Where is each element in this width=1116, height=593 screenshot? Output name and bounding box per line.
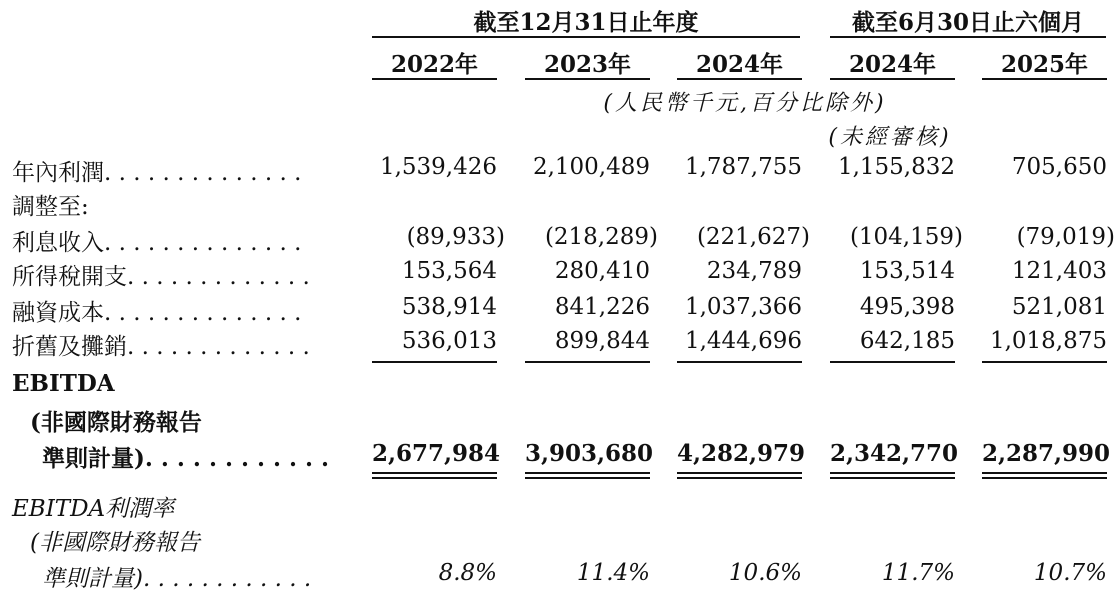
row-label-adjustments: 調整至: (12, 194, 89, 220)
total-double-rule (982, 477, 1107, 479)
subtotal-rule (677, 361, 802, 363)
cell-depr-2025-interim: 1,018,875 (989, 328, 1107, 354)
year-header-rule (525, 78, 650, 80)
cell-finance-2024-interim: 495,398 (859, 294, 955, 320)
total-double-rule (372, 472, 497, 474)
cell-finance-2023: 841,226 (554, 294, 650, 320)
row-label-interest-income: 利息收入. . . . . . . . . . . . . . (12, 230, 302, 256)
total-double-rule (982, 472, 1107, 474)
cell-interest-2024-interim: (104,159) (849, 224, 963, 250)
total-double-rule (677, 477, 802, 479)
header-group-interim: 截至6月30日止六個月 (851, 9, 1084, 36)
ebitda-label-line1: EBITDA (12, 370, 115, 397)
cell-profit-2024: 1,787,755 (684, 154, 802, 180)
cell-tax-2022: 153,564 (401, 258, 497, 284)
cell-finance-2022: 538,914 (401, 294, 497, 320)
cell-ebitda-2023: 3,903,680 (525, 440, 654, 467)
cell-ebitda-2024-interim: 2,342,770 (830, 440, 959, 467)
subtotal-rule (525, 361, 650, 363)
cell-profit-2022: 1,539,426 (379, 154, 497, 180)
margin-label-line3: 準則計量). . . . . . . . . . . . (42, 566, 312, 592)
total-double-rule (372, 477, 497, 479)
cell-tax-2024: 234,789 (706, 258, 802, 284)
total-double-rule (525, 472, 650, 474)
cell-tax-2023: 280,410 (554, 258, 650, 284)
header-group-interim-rule (830, 36, 1106, 38)
row-label-income-tax: 所得稅開支. . . . . . . . . . . . . (12, 264, 310, 290)
unaudited-note: (未經審核) (828, 125, 952, 150)
cell-depr-2024: 1,444,696 (684, 328, 802, 354)
cell-depr-2023: 899,844 (554, 328, 650, 354)
cell-ebitda-2025-interim: 2,287,990 (982, 440, 1111, 467)
cell-profit-2024-interim: 1,155,832 (837, 154, 955, 180)
header-group-annual-rule (372, 36, 800, 38)
ebitda-label-line3: 準則計量). . . . . . . . . . . . (42, 445, 330, 472)
row-label-finance-costs: 融資成本. . . . . . . . . . . . . . (12, 300, 302, 326)
unit-note: (人民幣千元,百分比除外) (603, 91, 887, 116)
total-double-rule (830, 477, 955, 479)
cell-margin-2024: 10.6% (728, 560, 802, 586)
header-group-annual: 截至12月31日止年度 (473, 9, 699, 36)
year-header-2023: 2023年 (543, 51, 631, 78)
cell-interest-2023: (218,289) (544, 224, 658, 250)
row-label-depreciation: 折舊及攤銷. . . . . . . . . . . . . (12, 334, 310, 360)
total-double-rule (830, 472, 955, 474)
cell-margin-2024-interim: 11.7% (881, 560, 955, 586)
cell-margin-2023: 11.4% (576, 560, 650, 586)
year-header-rule (982, 78, 1107, 80)
cell-depr-2024-interim: 642,185 (859, 328, 955, 354)
year-header-2022: 2022年 (390, 51, 478, 78)
cell-interest-2024: (221,627) (696, 224, 810, 250)
ebitda-label-line2: (非國際財務報告 (30, 409, 202, 436)
cell-interest-2025-interim: (79,019) (1016, 224, 1115, 250)
margin-label-line2: (非國際財務報告 (30, 530, 200, 556)
year-header-rule (830, 78, 955, 80)
total-double-rule (525, 477, 650, 479)
row-label-profit: 年內利潤. . . . . . . . . . . . . . (12, 160, 302, 186)
cell-ebitda-2024: 4,282,979 (677, 440, 806, 467)
subtotal-rule (982, 361, 1107, 363)
cell-ebitda-2022: 2,677,984 (372, 440, 501, 467)
year-header-rule (677, 78, 802, 80)
subtotal-rule (830, 361, 955, 363)
cell-tax-2024-interim: 153,514 (859, 258, 955, 284)
cell-finance-2024: 1,037,366 (684, 294, 802, 320)
cell-margin-2025-interim: 10.7% (1033, 560, 1107, 586)
total-double-rule (677, 472, 802, 474)
year-header-2024: 2024年 (695, 51, 783, 78)
cell-tax-2025-interim: 121,403 (1011, 258, 1107, 284)
year-header-2025-interim: 2025年 (1000, 51, 1088, 78)
cell-profit-2023: 2,100,489 (532, 154, 650, 180)
margin-label-line1: EBITDA利潤率 (12, 496, 175, 522)
subtotal-rule (372, 361, 497, 363)
cell-margin-2022: 8.8% (438, 560, 497, 586)
cell-profit-2025-interim: 705,650 (1011, 154, 1107, 180)
cell-interest-2022: (89,933) (406, 224, 505, 250)
cell-finance-2025-interim: 521,081 (1011, 294, 1107, 320)
year-header-rule (372, 78, 497, 80)
year-header-2024-interim: 2024年 (848, 51, 936, 78)
cell-depr-2022: 536,013 (401, 328, 497, 354)
